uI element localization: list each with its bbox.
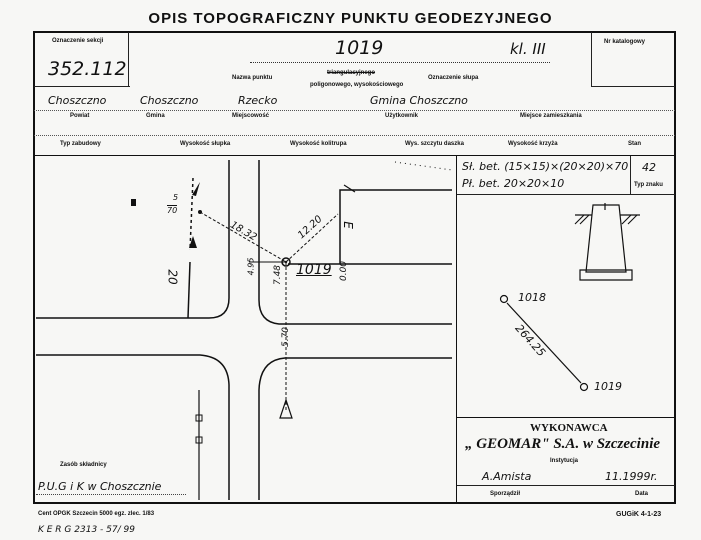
col-construction-type: Typ zabudowy bbox=[60, 141, 101, 147]
network-type-top: triangulacyjnego bbox=[327, 70, 376, 76]
author-value: A.Amista bbox=[482, 470, 532, 483]
user-value: Gmina Choszczno bbox=[370, 94, 468, 107]
detail-line-2: Pł. bet. 20×20×10 bbox=[462, 177, 565, 190]
direction-to-point: 1019 bbox=[594, 380, 622, 393]
col-state: Stan bbox=[628, 141, 642, 147]
point-number: 1019 bbox=[335, 37, 384, 59]
form-title: OPIS TOPOGRAFICZNY PUNKTU GEODEZYJNEGO bbox=[148, 10, 553, 27]
county-value: Choszczno bbox=[48, 94, 107, 107]
type-value: 42 bbox=[642, 161, 656, 174]
sketch-dist-5: 5.70 bbox=[281, 326, 292, 348]
commune-value: Choszczno bbox=[140, 94, 199, 107]
institution-label: Instytucja bbox=[550, 458, 579, 464]
point-class: kl. III bbox=[510, 40, 546, 58]
storage-label: Zasób składnicy bbox=[60, 462, 107, 468]
storage-place-label: Miejsce zamieszkania bbox=[520, 113, 582, 119]
catalog-label: Nr katalogowy bbox=[604, 39, 646, 45]
sketch-marker-letter: E bbox=[340, 221, 355, 229]
type-label: Typ znaku bbox=[634, 182, 663, 188]
form-code: GUGiK 4-1-23 bbox=[616, 511, 662, 518]
point-name-label: Nazwa punktu bbox=[232, 75, 273, 81]
sketch-dist-6: 0.00 bbox=[339, 260, 350, 282]
sketch-house-number: 20 bbox=[165, 269, 180, 285]
sketch-point-label: 1019 bbox=[296, 262, 332, 278]
sketch-ref-top: 5 bbox=[173, 193, 179, 202]
col-top-height: Wys. szczytu daszka bbox=[405, 141, 464, 147]
direction-from-point: 1018 bbox=[518, 291, 546, 304]
printer-info: Cent OPGK Szczecin 5000 egz. zlec. 1/83 bbox=[38, 511, 155, 517]
storage-value: P.U.G i K w Choszcznie bbox=[38, 480, 162, 493]
contractor-name: „ GEOMAR" S.A. w Szczecinie bbox=[465, 436, 661, 452]
locality-label: Miejscowość bbox=[232, 113, 270, 119]
section-label: Oznaczenie sekcji bbox=[52, 38, 104, 44]
sketch-dist-4: 4.95 bbox=[246, 257, 256, 276]
col-ballast-height: Wysokość kolitrupa bbox=[290, 141, 347, 147]
section-value: 352.112 bbox=[48, 58, 127, 80]
detail-line-1: Sł. bet. (15×15)×(20×20)×70 bbox=[462, 160, 629, 173]
sketch-dist-1: 18.32 bbox=[228, 219, 259, 244]
network-type-bottom: poligonowego, wysokościowego bbox=[310, 82, 404, 88]
author-label: Sporządził bbox=[490, 491, 521, 497]
date-value: 11.1999r. bbox=[605, 470, 658, 483]
county-label: Powiat bbox=[70, 113, 90, 119]
pillar-label: Oznaczenie słupa bbox=[428, 75, 479, 81]
sketch-dist-2: 12.20 bbox=[295, 213, 325, 242]
contractor-heading: WYKONAWCA bbox=[530, 422, 608, 434]
date-label: Data bbox=[635, 491, 649, 497]
underline bbox=[36, 494, 186, 495]
kerg-number: K E R G 2313 - 57/ 99 bbox=[38, 525, 135, 535]
col-cross-height: Wysokość krzyża bbox=[508, 141, 558, 147]
sketch-ref-bottom: 70 bbox=[167, 206, 178, 215]
sketch-dist-3: 7.48 bbox=[273, 264, 284, 286]
locality-value: Rzecko bbox=[238, 94, 278, 107]
commune-label: Gmina bbox=[146, 113, 165, 119]
direction-distance: 264.25 bbox=[512, 321, 548, 360]
user-label: Użytkownik bbox=[385, 113, 419, 119]
col-post-height: Wysokość słupka bbox=[180, 141, 231, 147]
